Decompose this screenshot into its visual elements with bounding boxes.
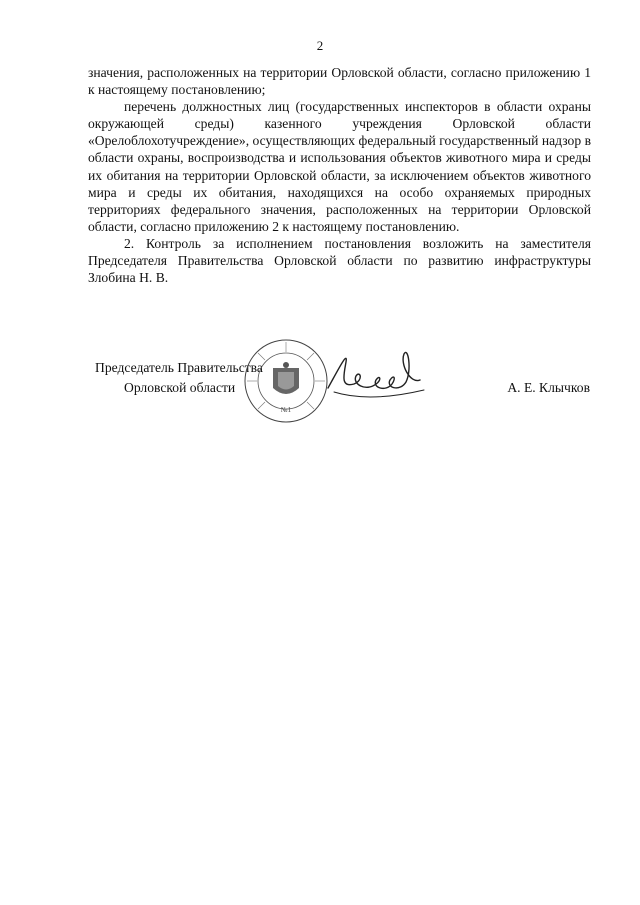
paragraph-control: 2. Контроль за исполнением постановления возложить на заместителя Председателя Правительства Орловской области по развитию инфраструктуры Злобина Н. В. (88, 235, 591, 286)
paragraph-continuation: значения, расположенных на территории Орловской области, согласно приложению 1 к настоящему постановлению; (88, 65, 591, 98)
paragraph-officials-list: перечень должностных лиц (государственных инспекторов в области охраны окружающей среды) казенного учреждения Орловской области «Орелоблохотучреждение», осуществляющих федеральный государственный надзор в области охраны, воспроизводства и использования объектов животного мира и среды их обитания на территории Орловской области, за исключением объектов животного мира и среды их обитания, находящихся на особо охраняемых природных территориях федерального значения, расположенных на территории Орловской области, согласно приложению 2 к настоящему постановлению. (88, 99, 591, 234)
official-seal (243, 338, 329, 424)
document-body (88, 64, 591, 286)
signatory-title-line1: Председатель Правительства (95, 360, 263, 375)
handwritten-signature (320, 340, 430, 410)
signatory-name: А. Е. Клычков (507, 380, 590, 395)
signatory-title-line2: Орловской области (124, 380, 236, 395)
page-number: 2 (316, 38, 324, 53)
svg-text:№1: №1 (280, 406, 292, 414)
